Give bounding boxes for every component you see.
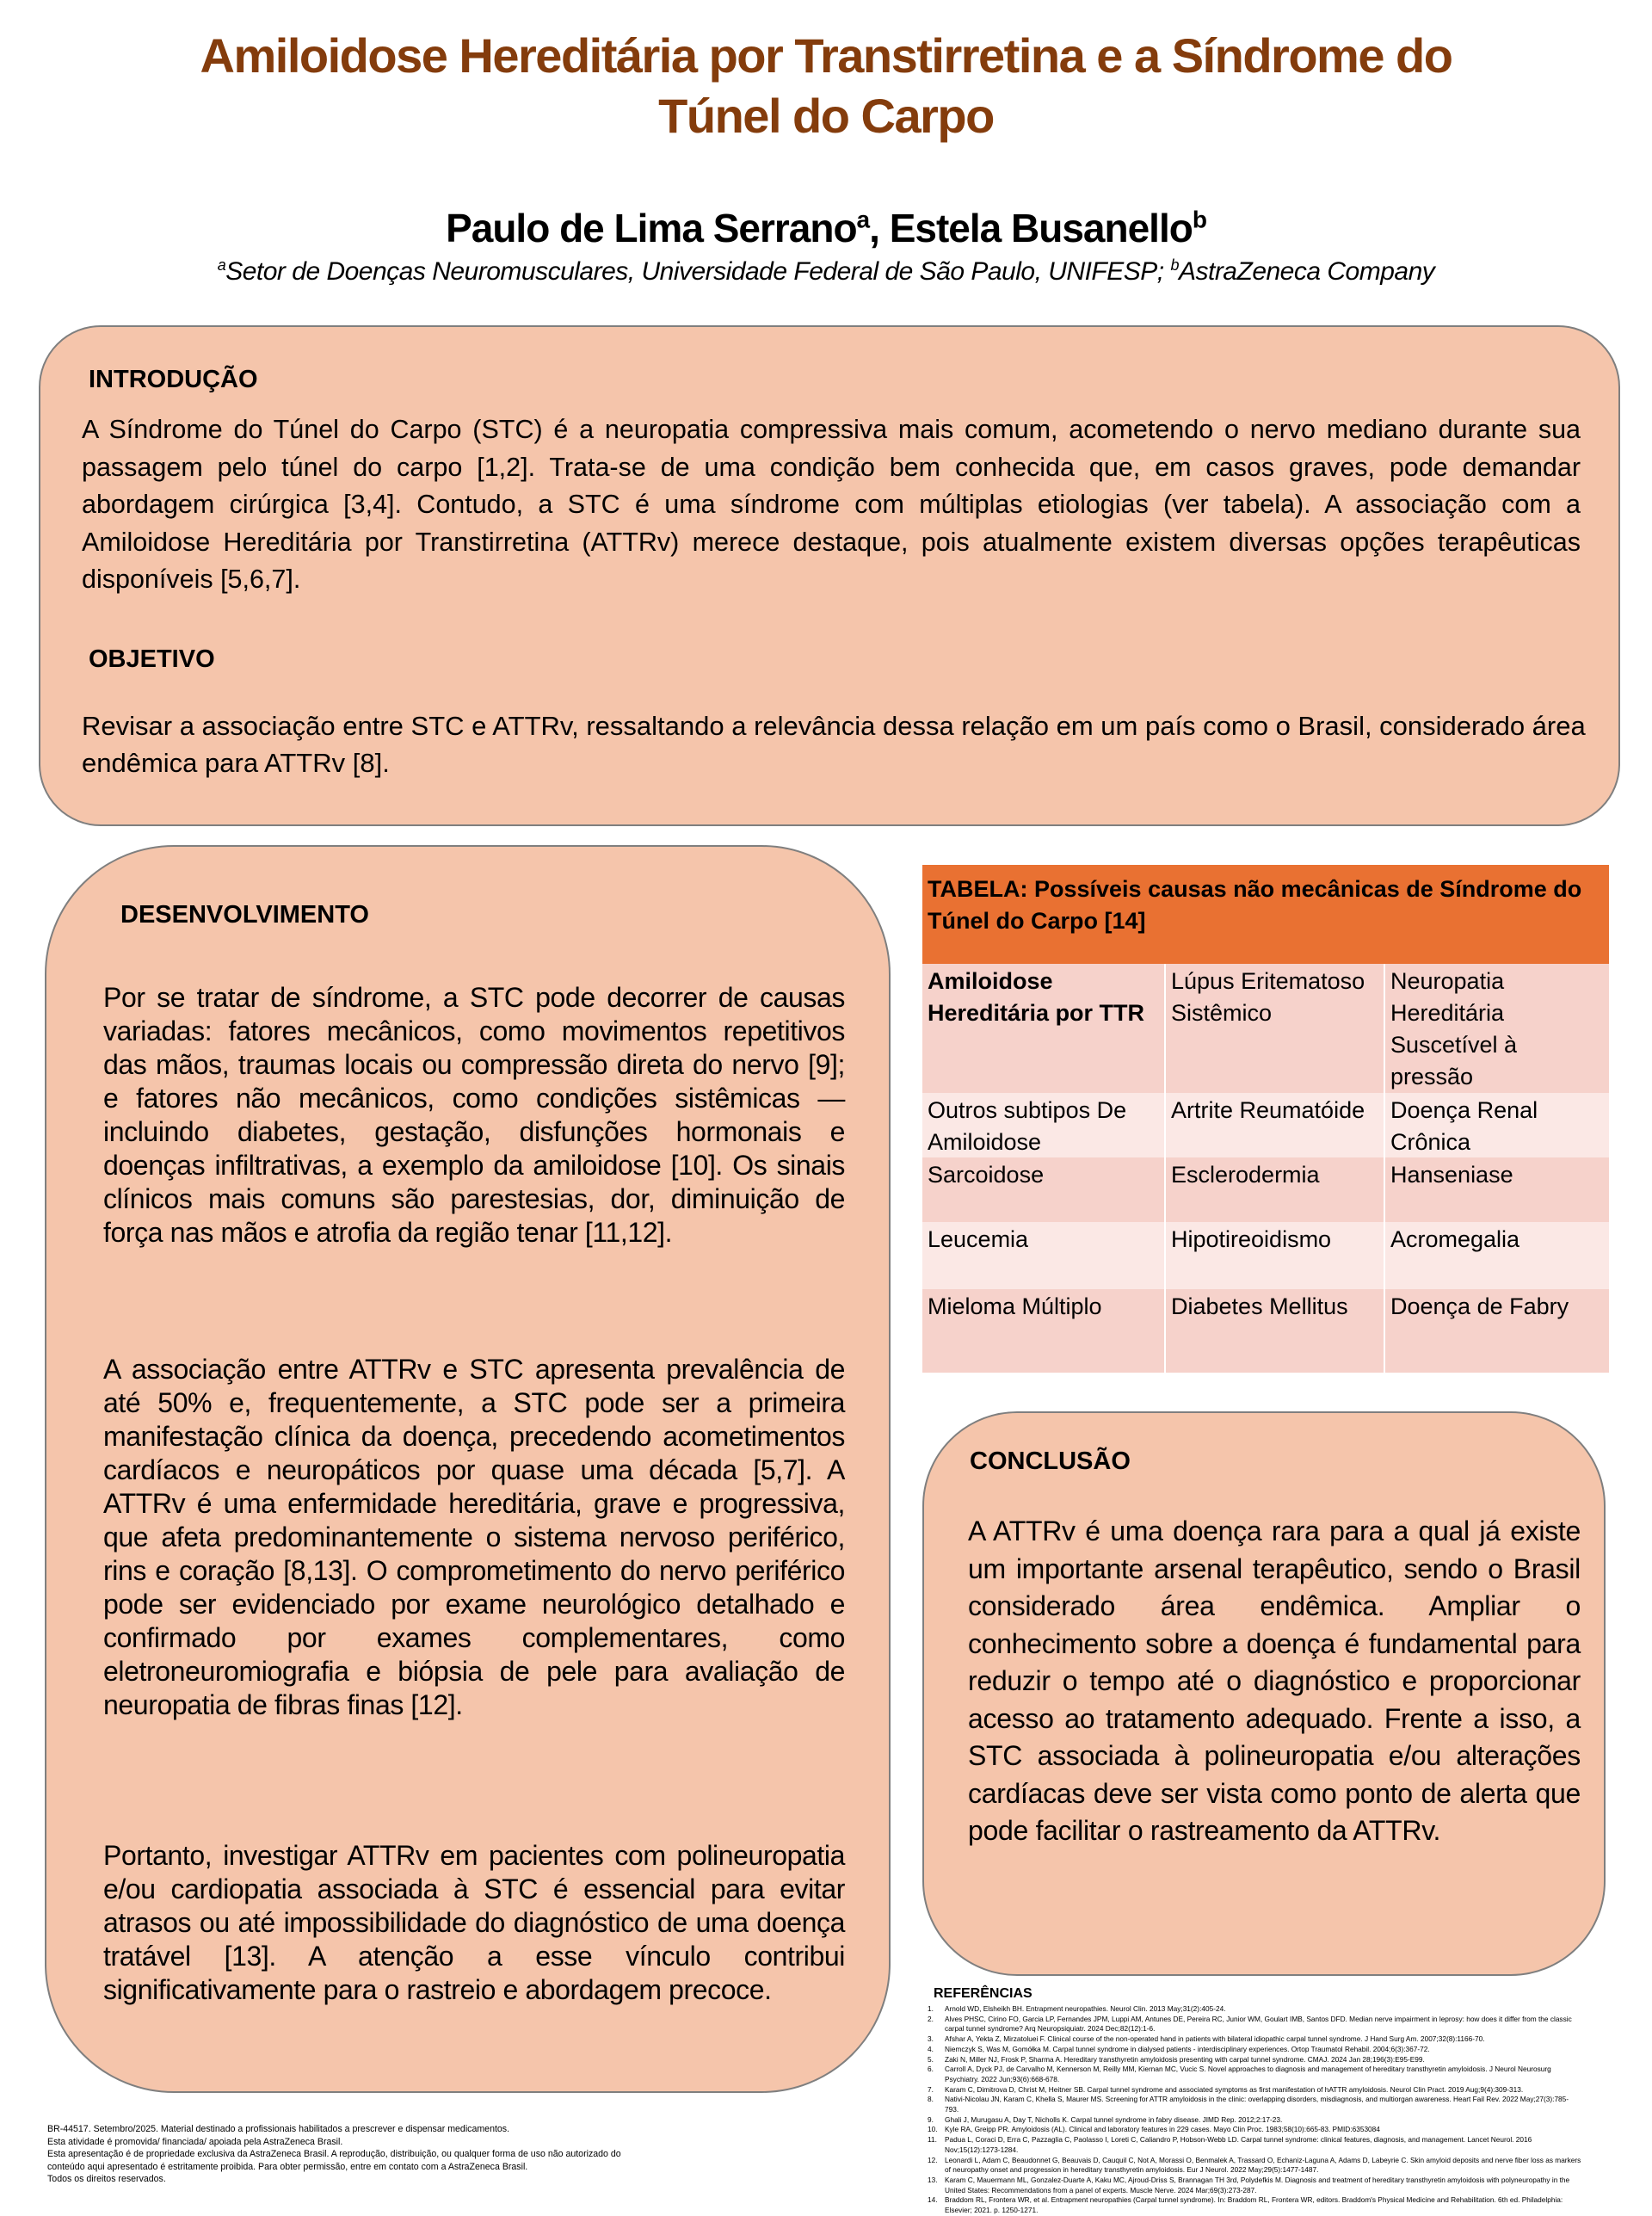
table-cell: Diabetes Mellitus (1166, 1289, 1385, 1373)
reference-number: 10. (928, 2125, 938, 2134)
poster-title-line-1: Amiloidose Hereditária por Transtirretina e a Síndrome do (200, 28, 1452, 83)
table-cell: Doença Renal Crônica (1390, 1097, 1538, 1155)
reference-text: Niemczyk S, Was M, Gomółka M. Carpal tunnel syndrome in dialysed patients - interdisciplinary experiences. Ortop Traumatol Rehabil. 2004;6(3):367-72. (945, 2044, 1430, 2053)
reference-item (928, 2034, 1581, 2045)
affiliation-2-mark: b (1170, 256, 1179, 274)
affiliation-2: AstraZeneca Company (1178, 257, 1435, 286)
reference-text: Leonardi L, Adam C, Beaudonnet G, Beauvais D, Cauquil C, Not A, Morassi O, Benmalek A, Trassard O, Echaniz-Laguna A, Adams D, Labeyrie C. Skin amyloid deposits and nerve fiber loss as markers of neuropathy onset and progression in hereditary transthyretin amyloidosis. Eur J Neurol. 2022 May;29(5):1477-1487. (945, 2155, 1581, 2175)
table-cell: Amiloidose Hereditária por TTR (922, 964, 1166, 1093)
reference-text: Arnold WD, Elsheikh BH. Entrapment neuropathies. Neurol Clin. 2013 May;31(2):405-24. (945, 2004, 1226, 2013)
author-2-affiliation-mark: b (1192, 206, 1206, 233)
introduction-text: A Síndrome do Túnel do Carpo (STC) é a neuropatia compressiva mais comum, acometendo o nervo mediano durante sua passagem pelo túnel do carpo [1,2]. Trata-se de uma condição bem conhecida que, em casos graves, pode demandar abordagem cirúrgica [3,4]. Contudo, a STC é uma síndrome com múltiplas etiologias (ver tabela). A associação com a Amiloidose Hereditária por Transtirretina (ATTRv) merece destaque, pois atualmente existem diversas opções terapêuticas disponíveis [5,6,7]. (82, 415, 1581, 594)
reference-number: 1. (928, 2004, 934, 2013)
reference-number: 12. (928, 2155, 938, 2164)
conclusion-text: A ATTRv é uma doença rara para a qual já existe um importante arsenal terapêutico, sendo o Brasil considerado área endêmica. Ampliar o conhecimento sobre a doença é fundamental para reduzir o tempo até o diagnóstico e proporcionar acesso ao tratamento adequado. Frente a isso, a STC associada à polineuropatia e/ou alterações cardíacas deve ser vista como ponto de alerta que pode facilitar o rastreamento da ATTRv. (968, 1515, 1581, 1846)
affiliation-1-mark: a (217, 256, 226, 274)
reference-text: Carroll A, Dyck PJ, de Carvalho M, Kennerson M, Reilly MM, Kiernan MC, Vucic S. Novel approaches to diagnosis and management of hereditary transthyretin amyloidosis. J Neurol Neurosurg Psychiatry. 2022 Jun;93(6):668-678. (945, 2065, 1551, 2083)
author-1: Paulo de Lima Serrano (446, 206, 857, 250)
reference-item (928, 2065, 1581, 2084)
author-separator: , (869, 206, 890, 250)
affiliation-1: Setor de Doenças Neuromusculares, Universidade Federal de São Paulo, UNIFESP; (225, 257, 1171, 286)
reference-number: 6. (928, 2065, 934, 2074)
table-cell: Hanseniase (1390, 1162, 1513, 1188)
reference-text: Alves PHSC, Cirino FO, Garcia LP, Fernandes JPM, Luppi AM, Antunes DE, Pereira RC, Junior WM, Goulart IMB, Santos DFD. Median nerve impairment in leprosy: how does it differ from the classic carpal tunnel syndrome? Arq Neuropsiquiatr. 2024 Dec;82(12):1-6. (945, 2014, 1572, 2034)
reference-item (928, 2015, 1581, 2034)
objective-text: Revisar a associação entre STC e ATTRv, ressaltando a relevância dessa relação em um país como o Brasil, considerado área endêmica para ATTRv [8]. (82, 711, 1586, 778)
reference-number: 5. (928, 2054, 934, 2064)
table-cell: Mieloma Múltiplo (922, 1289, 1166, 1373)
objective-heading: OBJETIVO (89, 645, 215, 673)
reference-text: Zaki N, Miller NJ, Frosk P, Sharma A. Hereditary transthyretin amyloidosis presenting with carpal tunnel syndrome. CMAJ. 2024 Jan 28;196(3):E95-E99. (945, 2054, 1425, 2064)
reference-item (928, 2095, 1581, 2114)
reference-item (928, 2125, 1581, 2135)
conclusion-heading: CONCLUSÃO (970, 1447, 1131, 1475)
poster-title-line-2: Túnel do Carpo (658, 89, 994, 143)
development-paragraph-3: Portanto, investigar ATTRv em pacientes com polineuropatia e/ou cardiopatia associada à STC é essencial para evitar atrasos ou até impossibilidade do diagnóstico de uma doença tratável [13]. A atenção a esse vínculo contribui significativamente para o rastreio e abordagem precoce. (103, 1840, 845, 2005)
table-cell: Neuropatia Hereditária Suscetível à pressão (1390, 968, 1518, 1089)
table-cell: Outros subtipos De Amiloidose (922, 1093, 1166, 1157)
reference-item (928, 2115, 1581, 2126)
reference-item (928, 2176, 1581, 2195)
reference-item (928, 2055, 1581, 2065)
reference-number: 7. (928, 2084, 934, 2094)
reference-text: Afshar A, Yekta Z, Mirzatoluei F. Clinical course of the non-operated hand in patients with bilateral idiopathic carpal tunnel syndrome. J Hand Surg Am. 2007;32(8):1166-70. (945, 2034, 1485, 2044)
table-cell: Lúpus Eritematoso Sistêmico (1166, 964, 1385, 1093)
table-row (922, 1289, 1609, 1373)
table-cell: Hipotireoidismo (1166, 1222, 1385, 1289)
table-row (922, 1093, 1609, 1157)
reference-number: 8. (928, 2095, 934, 2104)
table-cell: Esclerodermia (1166, 1157, 1385, 1222)
table-title: TABELA: Possíveis causas não mecânicas de Síndrome do Túnel do Carpo [14] (922, 865, 1609, 964)
table-cell: Sarcoidose (922, 1157, 1166, 1222)
table-row (922, 1157, 1609, 1222)
reference-item (928, 2085, 1581, 2096)
authors (0, 205, 1652, 251)
author-1-affiliation-mark: a (856, 206, 870, 233)
reference-item (928, 2045, 1581, 2055)
reference-number: 4. (928, 2044, 934, 2053)
references-list (928, 2004, 1581, 2216)
development-paragraph-2: A associação entre ATTRv e STC apresenta prevalência de até 50% e, frequentemente, a STC pode ser a primeira manifestação clínica da doença, precedendo acometimentos cardíacos e neuropáticos por quase uma década [5,7]. A ATTRv é uma enfermidade hereditária, grave e progressiva, que afeta predominantemente o sistema nervoso periférico, rins e coração [8,13]. O comprometimento do nervo periférico pode ser evidenciado por exame neurológico detalhado e confirmado por exames complementares, como eletroneuromiografia e biópsia de pele para avaliação de neuropatia de fibras finas [12]. (103, 1354, 845, 1720)
reference-item (928, 2004, 1581, 2015)
disclaimer-line: BR-44517. Setembro/2025. Material destinado a profissionais habilitados a prescrever e dispensar medicamentos. (47, 2124, 510, 2134)
table-cell: Acromegalia (1390, 1226, 1520, 1252)
reference-text: Karam C, Mauermann ML, Gonzalez-Duarte A, Kaku MC, Ajroud-Driss S, Brannagan TH 3rd, Polydefkis M. Diagnosis and treatment of hereditary transthyretin amyloidosis with polyneuropathy in the United States: Recommendations from a panel of experts. Muscle Nerve. 2024 Mar;69(3):273-287. (945, 2175, 1570, 2194)
table-cell: Leucemia (922, 1222, 1166, 1289)
affiliations (0, 256, 1652, 287)
reference-text: Braddom RL, Frontera WR, et al. Entrapment neuropathies (Carpal tunnel syndrome). In: Braddom RL, Frontera WR, editors. Braddom's Physical Medicine and Rehabilitation. 6th ed. Philadelphia: Elsevier; 2021. p. 1250-1271. (945, 2195, 1563, 2215)
reference-text: Ghali J, Murugasu A, Day T, Nicholls K. Carpal tunnel syndrome in fabry disease. JIMD Rep. 2012;2:17-23. (945, 2114, 1283, 2124)
reference-item (928, 2135, 1581, 2155)
introduction-heading: INTRODUÇÃO (89, 366, 258, 393)
development-paragraph-1: Por se tratar de síndrome, a STC pode decorrer de causas variadas: fatores mecânicos, como movimentos repetitivos das mãos, traumas locais ou compressão direta do nervo [9]; e fatores não mecânicos, como condições sistêmicas — incluindo diabetes, gestação, disfunções hormonais e doenças infiltrativas, a exemplo da amiloidose [10]. Os sinais clínicos mais comuns são parestesias, dor, diminuição de força nas mãos e atrofia da região tenar [11,12]. (103, 982, 845, 1248)
reference-text: Nativi-Nicolau JN, Karam C, Khella S, Maurer MS. Screening for ATTR amyloidosis in the clinic: overlapping disorders, misdiagnosis, and multiorgan awareness. Heart Fail Rev. 2022 May;27(3):785-793. (945, 2095, 1569, 2114)
reference-number: 11. (928, 2135, 937, 2145)
reference-number: 2. (928, 2014, 934, 2023)
disclaimer-line: Todos os direitos reservados. (47, 2174, 166, 2185)
reference-number: 14. (928, 2195, 938, 2205)
disclaimer-line: Esta apresentação é de propriedade exclusiva da AstraZeneca Brasil. A reprodução, distribuição, ou qualquer forma de uso não autorizado do conteúdo aqui apresentado é estritamente proibida. Para obter permissão, entre em contato com a AstraZeneca Brasil. (47, 2149, 621, 2172)
disclaimer-line: Esta atividade é promovida/ financiada/ apoiada pela AstraZeneca Brasil. (47, 2136, 343, 2147)
reference-number: 13. (928, 2175, 938, 2184)
reference-number: 9. (928, 2114, 934, 2124)
table-cell: Artrite Reumatóide (1166, 1093, 1385, 1157)
table-cell: Doença de Fabry (1390, 1293, 1569, 1319)
reference-text: Karam C, Dimitrova D, Christ M, Heitner SB. Carpal tunnel syndrome and associated symptoms as first manifestation of hATTR amyloidosis. Neurol Clin Pract. 2019 Aug;9(4):309-313. (945, 2084, 1524, 2094)
reference-item (928, 2195, 1581, 2215)
reference-text: Kyle RA, Greipp PR. Amyloidosis (AL). Clinical and laboratory features in 229 cases. Mayo Clin Proc. 1983;58(10):665-83. PMID:6353084 (945, 2125, 1380, 2134)
reference-text: Padua L, Coraci D, Erra C, Pazzaglia C, Paolasso I, Loreti C, Caliandro P, Hobson-Webb LD. Carpal tunnel syndrome: clinical features, diagnosis, and management. Lancet Neurol. 2016 Nov;15(12):1273-1284. (945, 2135, 1532, 2154)
table-row (922, 964, 1609, 1093)
causes-table (922, 964, 1609, 1373)
development-heading: DESENVOLVIMENTO (120, 901, 369, 929)
reference-number: 3. (928, 2034, 934, 2044)
references-heading: REFERÊNCIAS (934, 1986, 1032, 2001)
table-row (922, 1222, 1609, 1289)
legal-disclaimer (47, 2123, 650, 2186)
author-2: Estela Busanello (889, 206, 1193, 250)
reference-item (928, 2156, 1581, 2176)
